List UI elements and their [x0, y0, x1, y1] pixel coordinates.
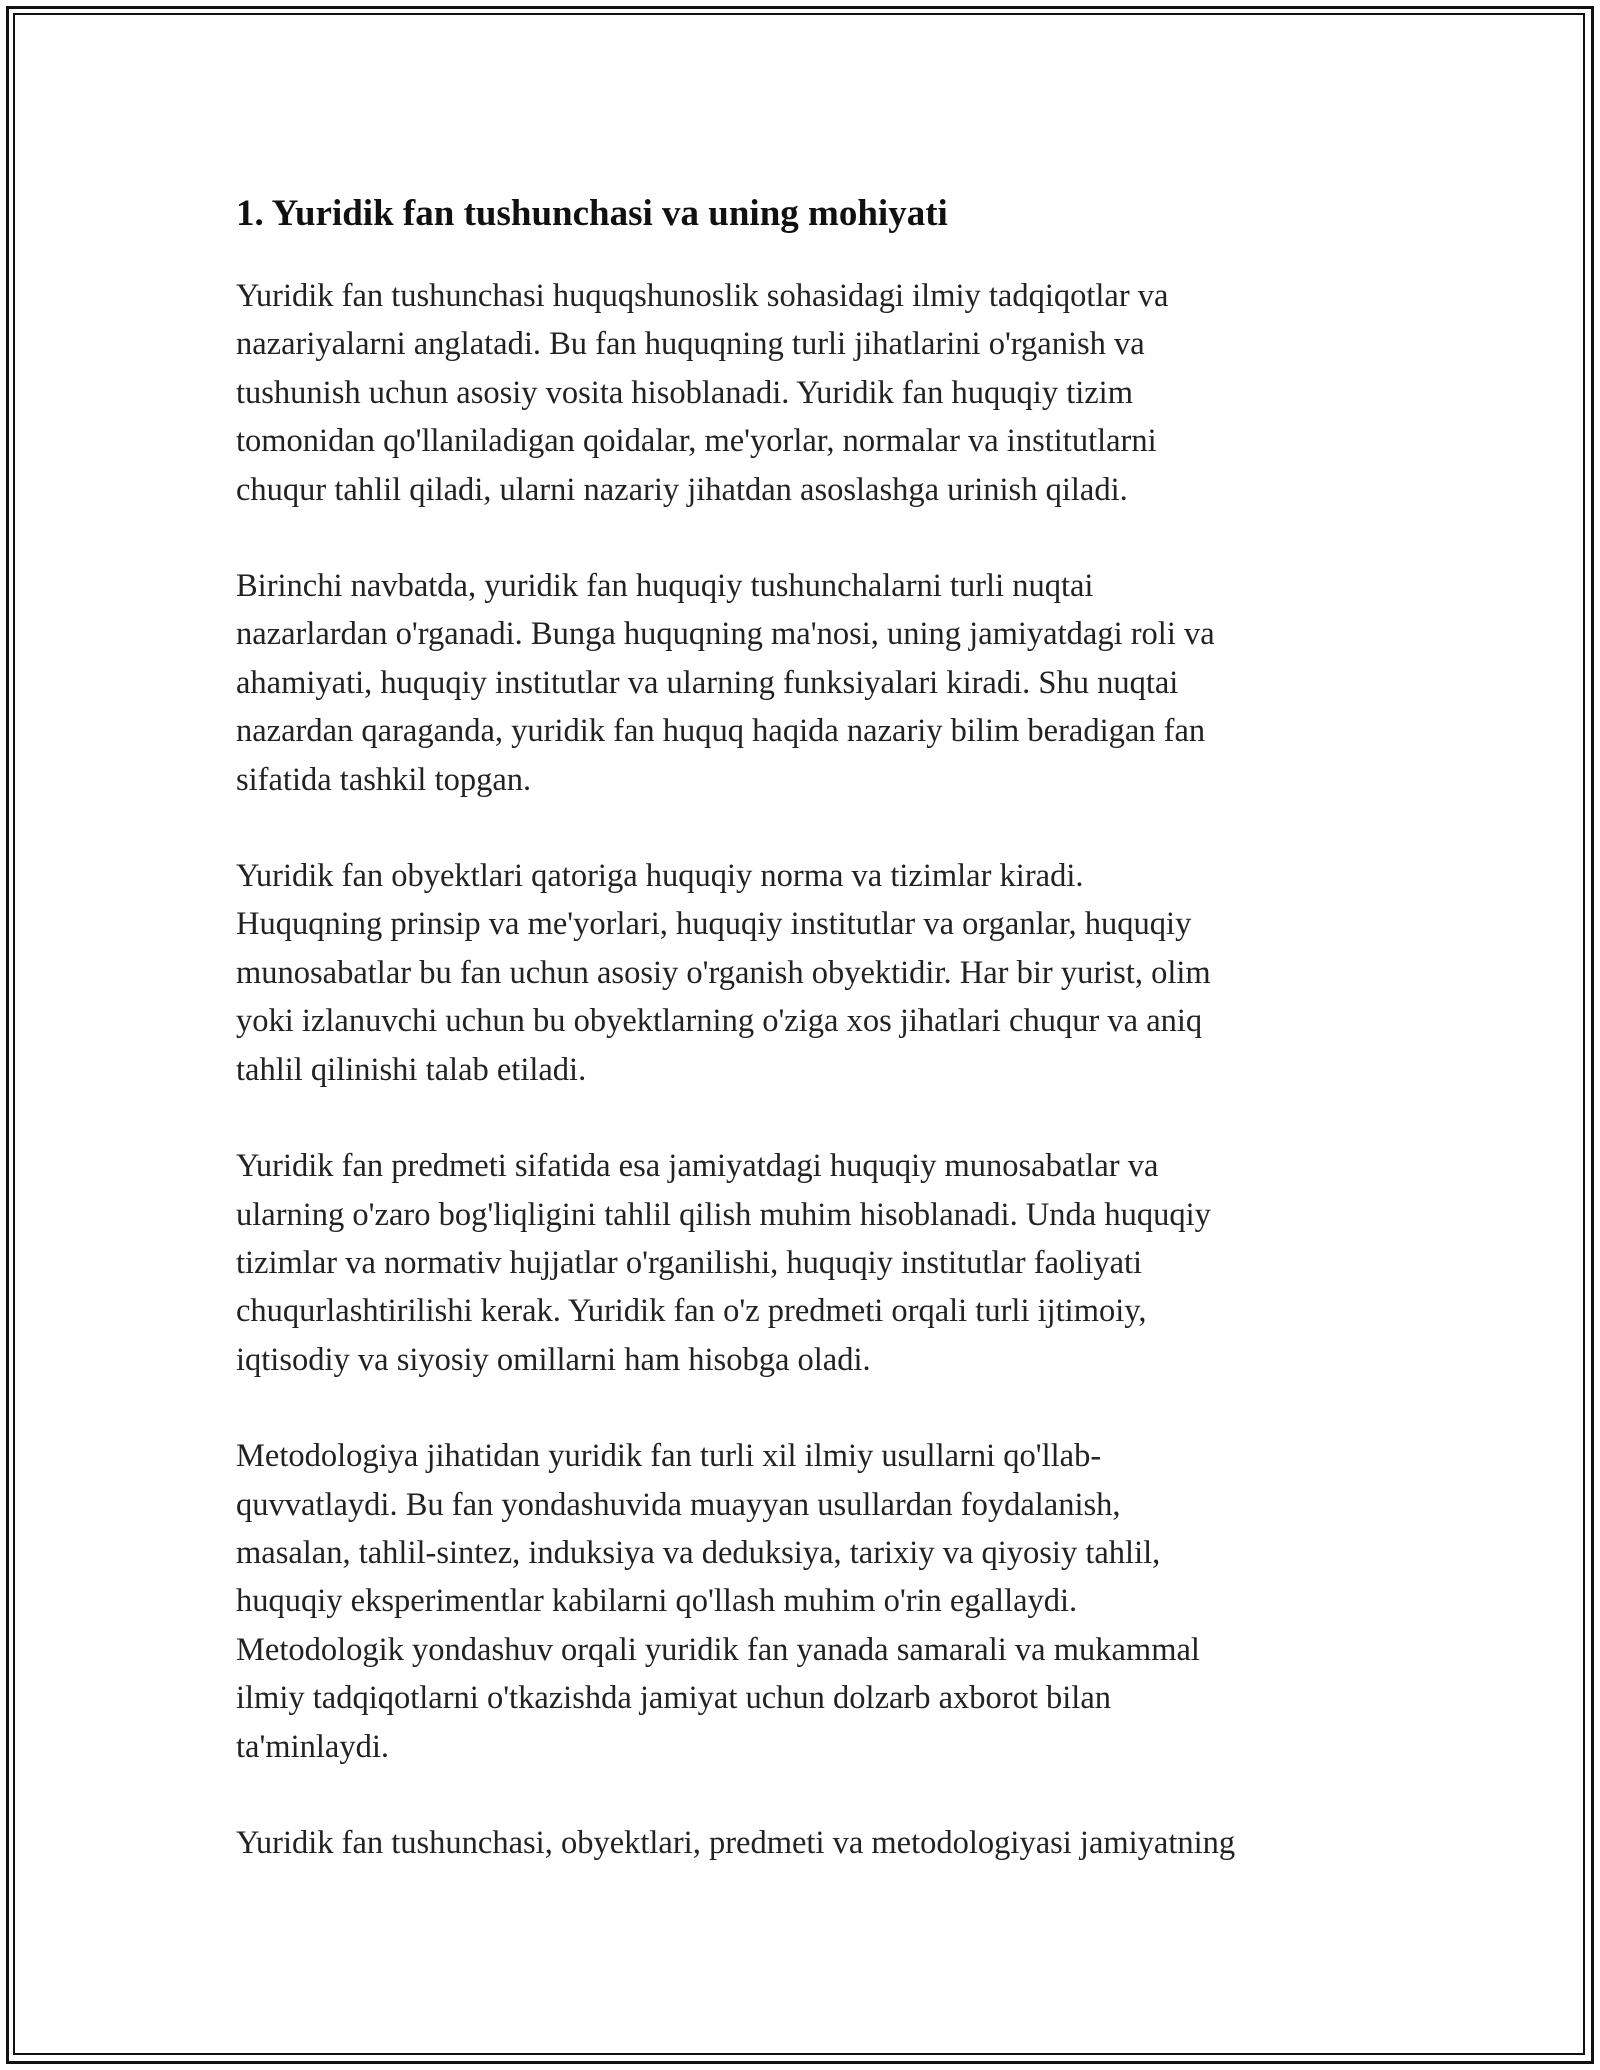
paragraph-objects: Yuridik fan obyektlari qatoriga huquqiy norma va tizimlar kiradi. Huquqning prinsip va me'yorlari, huquqiy institutlar va organlar, huquqiy munosabatlar bu fan uchun asosiy o'rganish obyektidir. Har bir yurist, olim yoki izlanuvchi uchun bu obyektlarning o'ziga xos jihatlari chuqur va aniq tahlil qilinishi talab etiladi.: [236, 858, 1211, 1088]
paragraph-first-aspect: Birinchi navbatda, yuridik fan huquqiy tushunchalarni turli nuqtai nazarlardan o'rganadi. Bunga huquqning ma'nosi, uning jamiyatdagi roli va ahamiyati, huquqiy institutlar va ularning funksiyalari kiradi. Shu nuqtai nazardan qaraganda, yuridik fan huquq haqida nazariy bilim beradigan fan sifatida tashkil topgan.: [236, 568, 1215, 798]
paragraph-subject: Yuridik fan predmeti sifatida esa jamiyatdagi huquqiy munosabatlar va ularning o'zaro bog'liqligini tahlil qilish muhim hisoblanadi. Unda huquqiy tizimlar va normativ hujjatlar o'rganilishi, huquqiy institutlar faoliyati chuqurlashtirilishi kerak. Yuridik fan o'z predmeti orqali turli ijtimoiy, iqtisodiy va siyosiy omillarni ham hisobga oladi.: [236, 1148, 1211, 1378]
document-body: [236, 186, 1386, 1915]
paragraph-definition: Yuridik fan tushunchasi huquqshunoslik sohasidagi ilmiy tadqiqotlar va nazariyalarni anglatadi. Bu fan huquqning turli jihatlarini o'rganish va tushunish uchun asosiy vosita hisoblanadi. Yuridik fan huquqiy tizim tomonidan qo'llaniladigan qoidalar, me'yorlar, normalar va institutlarni chuqur tahlil qiladi, ularni nazariy jihatdan asoslashga urinish qiladi.: [236, 278, 1169, 508]
section-heading: 1. Yuridik fan tushunchasi va uning mohiyati: [236, 193, 948, 234]
paragraph-conclusion: Yuridik fan tushunchasi, obyektlari, predmeti va metodologiyasi jamiyatning: [236, 1824, 1236, 1861]
paragraph-methodology: Metodologiya jihatidan yuridik fan turli xil ilmiy usullarni qo'llab- quvvatlaydi. Bu fan yondashuvida muayyan usullardan foydalanish, masalan, tahlil-sintez, induksiya va deduksiya, tarixiy va qiyosiy tahlil, huquqiy eksperimentlar kabilarni qo'llash muhim o'rin egallaydi. Metodologik yondashuv orqali yuridik fan yanada samarali va mukammal ilmiy tadqiqotlarni o'tkazishda jamiyat uchun dolzarb axborot bilan ta'minlaydi.: [236, 1438, 1200, 1765]
